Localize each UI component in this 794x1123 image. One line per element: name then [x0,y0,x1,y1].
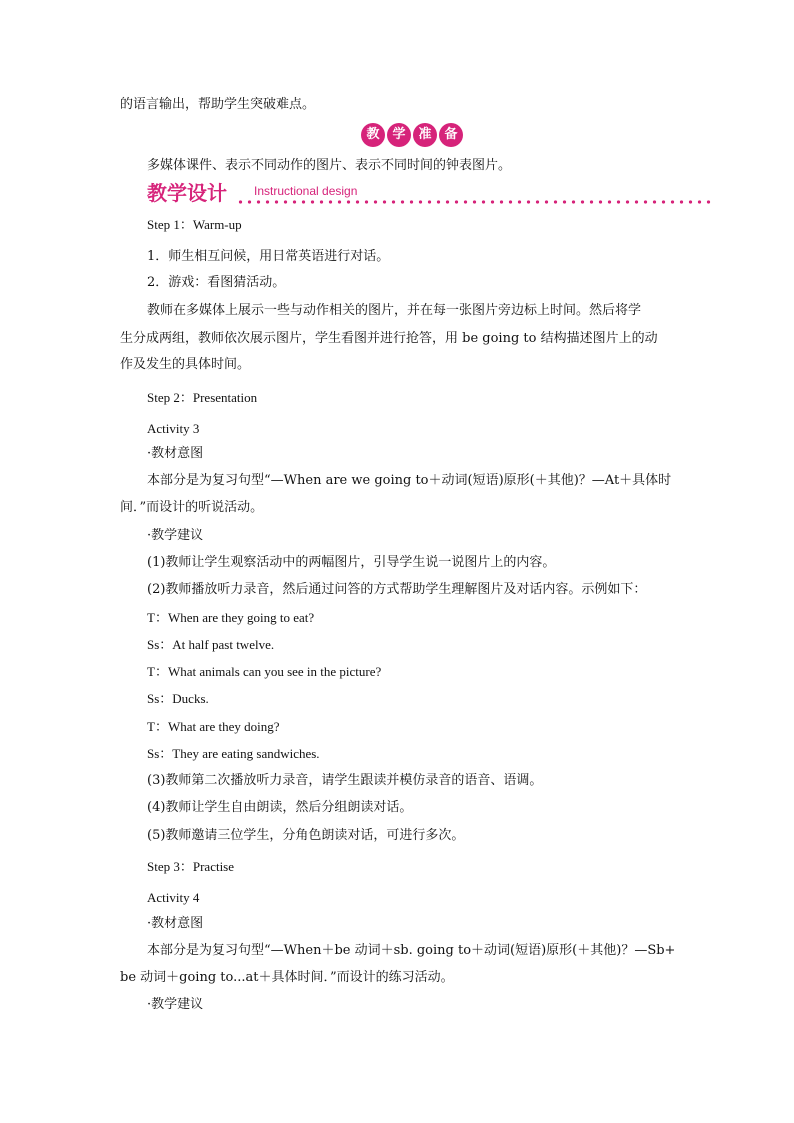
text-line-11: ·教材意图 [147,446,204,461]
text-line-02: 多媒体课件、表示不同动作的图片、表示不同时间的钟表图片。 [147,158,512,173]
text-line-07: 生分成两组，教师依次展示图片，学生看图并进行抢答，用 be going to 结构描述图片上的动 [120,331,658,346]
section-heading-design: 教学设计 [147,181,227,205]
text-line-25: (5)教师邀请三位学生，分角色朗读对话，可进行多次。 [147,828,465,843]
prep-heading-char: 教 [361,123,385,147]
dialogue-line: T：What animals can you see in the picture? [147,664,382,679]
text-line-12: 本部分是为复习句型“—When are we going to＋动词(短语)原形(＋其他)？—At＋具体时 [147,473,672,488]
dialogue-line: T：When are they going to eat? [147,610,315,625]
prep-heading-char: 准 [413,123,437,147]
text-line-15: (1)教师让学生观察活动中的两幅图片，引导学生说一说图片上的内容。 [147,555,556,570]
text-line-29: 本部分是为复习句型“—When＋be 动词＋sb. going to＋动词(短语)原形(＋其他)？—Sb+ [147,943,676,958]
activity-heading: Activity 3 [147,421,200,436]
section-heading-design-subtitle: Instructional design [254,184,358,198]
activity-heading: Activity 4 [147,890,200,905]
dialogue-line: Ss：They are eating sandwiches. [147,746,320,761]
section-heading-prep [361,123,463,149]
step-heading: Step 3：Practise [147,859,235,874]
text-line-30: be 动词＋going to...at＋具体时间．”而设计的练习活动。 [120,970,454,985]
prep-heading-char: 学 [387,123,411,147]
text-line-16: (2)教师播放听力录音，然后通过问答的方式帮助学生理解图片及对话内容。示例如下： [147,582,647,597]
text-line-04: 1．师生相互问候，用日常英语进行对话。 [147,249,390,264]
text-line-28: ·教材意图 [147,916,204,931]
step-heading: Step 1：Warm-up [147,217,242,232]
dotted-rule [236,198,711,206]
dialogue-line: Ss：At half past twelve. [147,637,275,652]
prep-heading-char: 备 [439,123,463,147]
text-line-05: 2．游戏：看图猜活动。 [147,275,286,290]
text-line-14: ·教学建议 [147,528,204,543]
dialogue-line: Ss：Ducks. [147,691,209,706]
text-line-24: (4)教师让学生自由朗读，然后分组朗读对话。 [147,800,413,815]
text-line-08: 作及发生的具体时间。 [120,357,251,372]
text-line-06: 教师在多媒体上展示一些与动作相关的图片，并在每一张图片旁边标上时间。然后将学 [147,303,642,318]
text-line-01: 的语言输出，帮助学生突破难点。 [120,97,316,112]
step-heading: Step 2：Presentation [147,390,258,405]
text-line-31: ·教学建议 [147,997,204,1012]
dialogue-line: T：What are they doing? [147,719,280,734]
text-line-13: 间．”而设计的听说活动。 [120,500,264,515]
text-line-23: (3)教师第二次播放听力录音，请学生跟读并模仿录音的语音、语调。 [147,773,543,788]
